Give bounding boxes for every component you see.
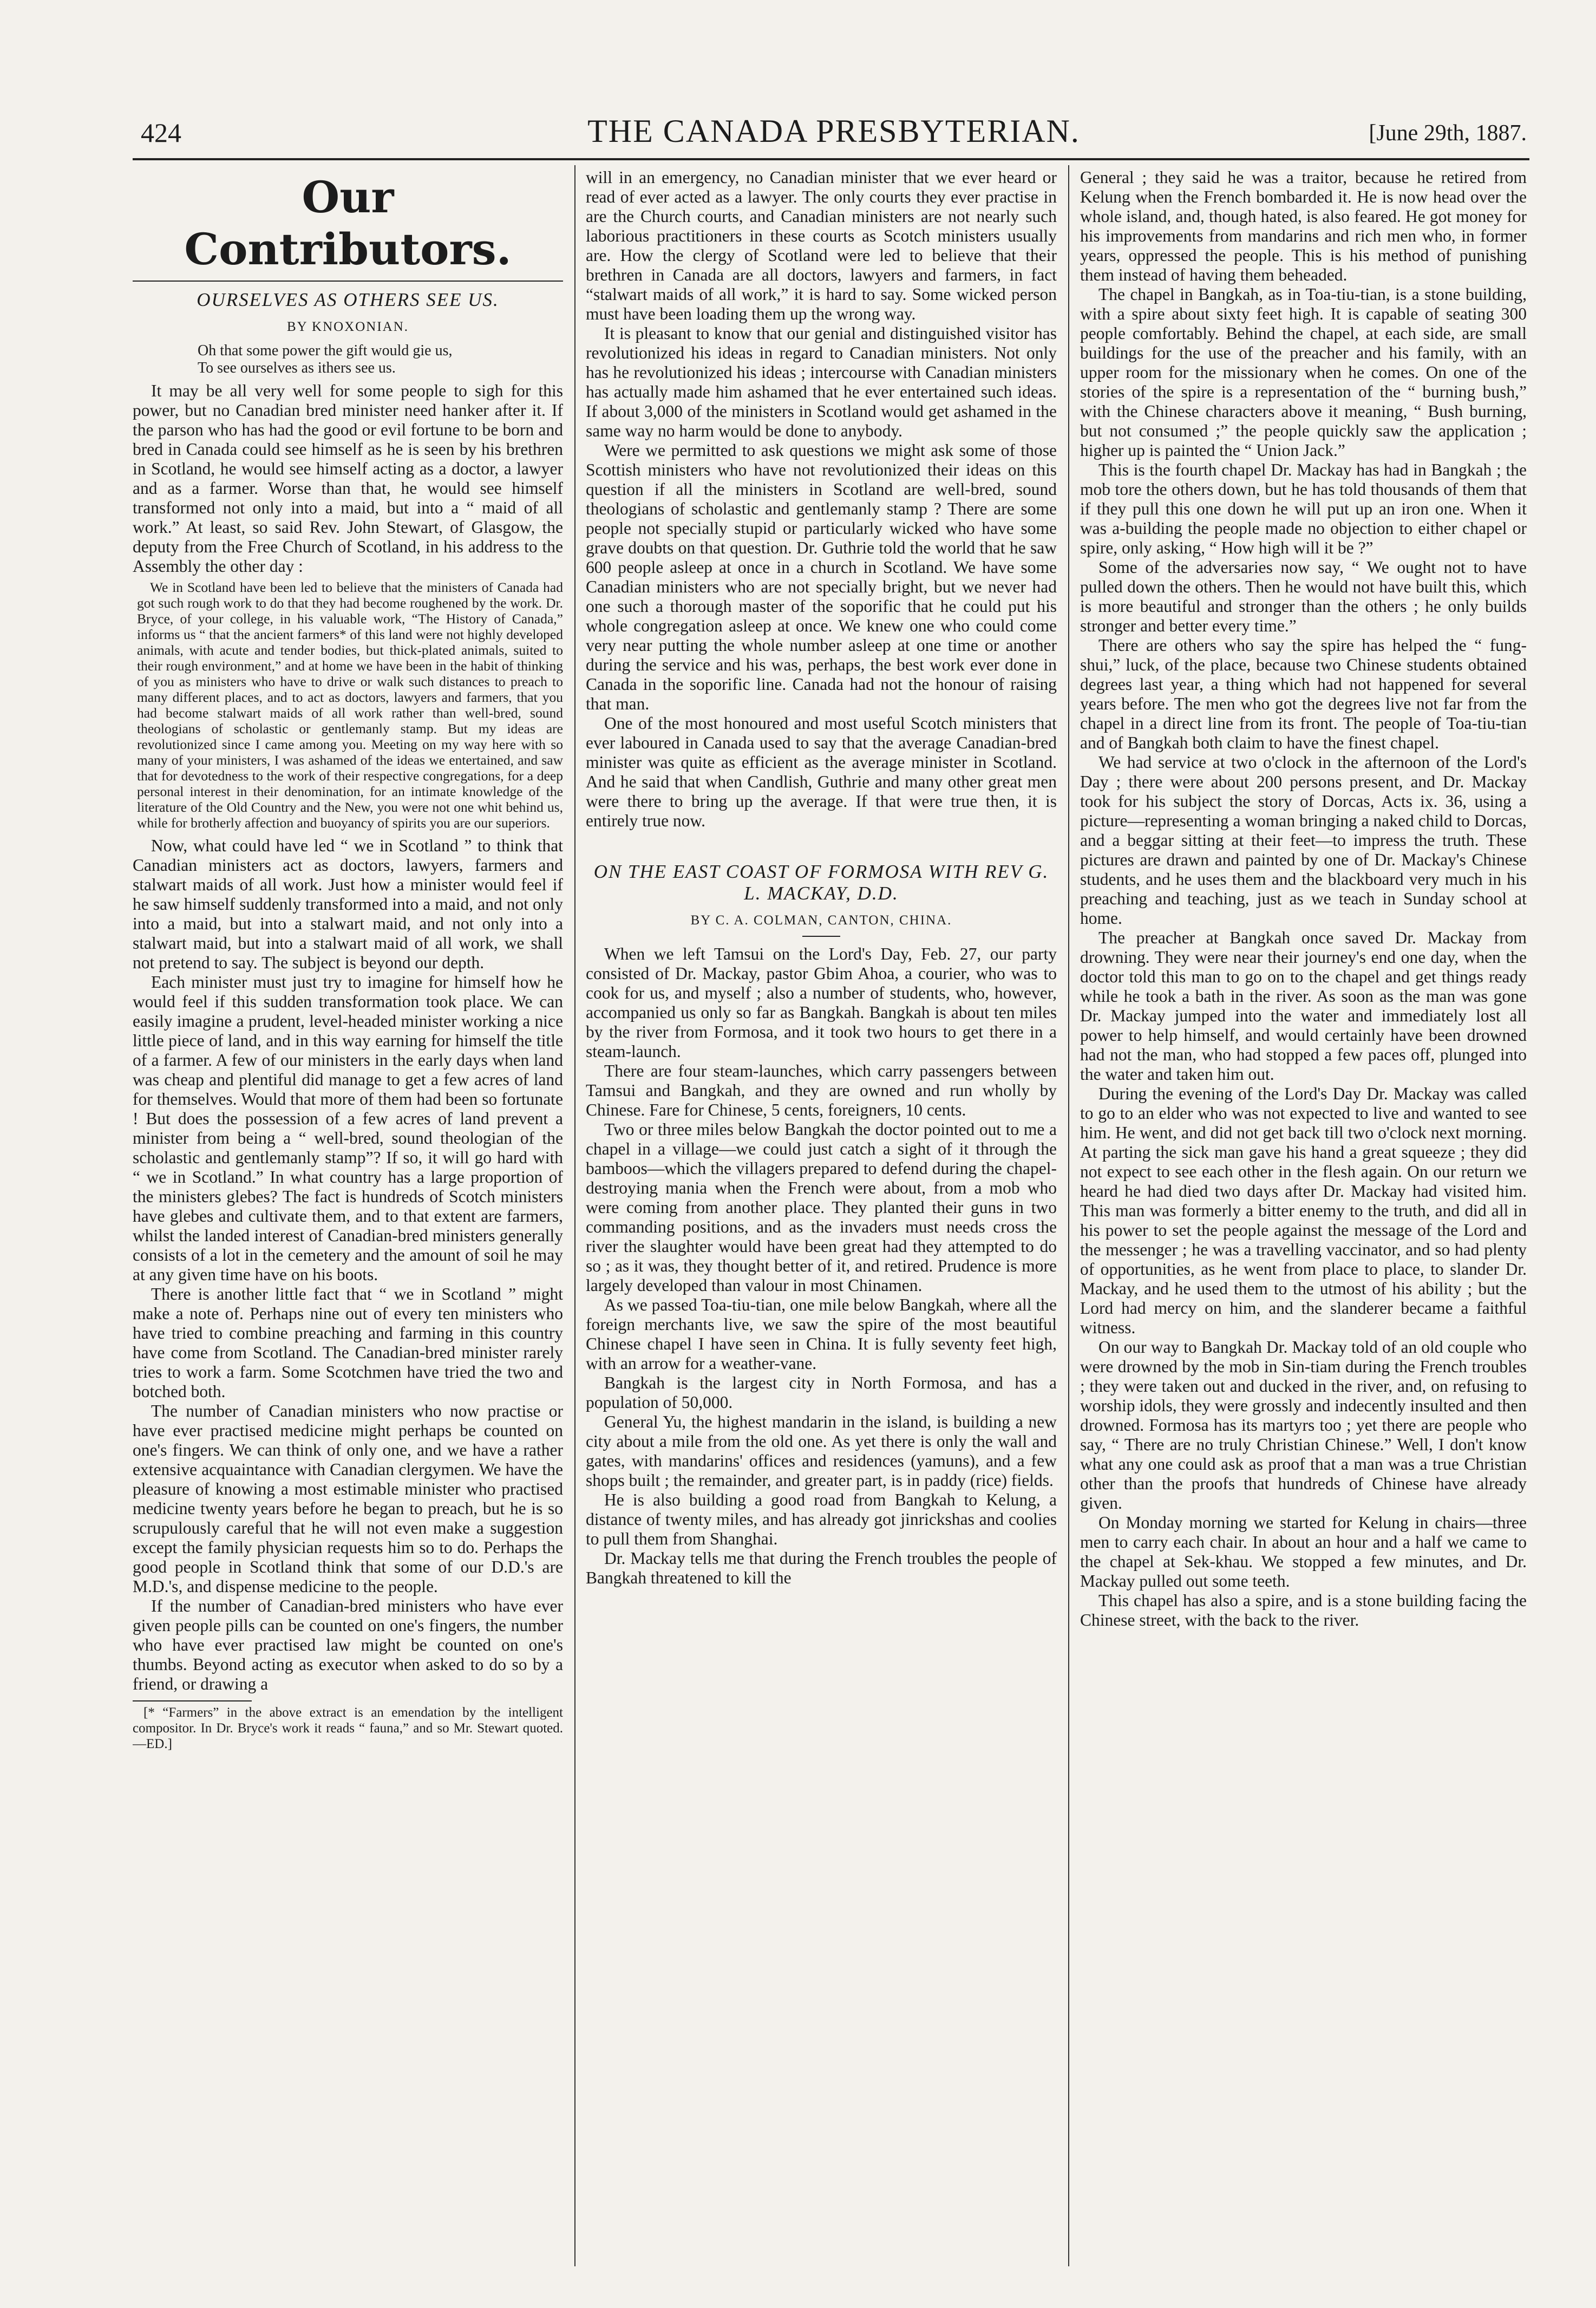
footnote	[133, 1705, 563, 1752]
issue-date: [June 29th, 1887.	[1369, 121, 1527, 146]
paragraph: It may be all very well for some people to sigh for this power, but no Canadian bred minister need hanker after it. If the parson who has had the good or evil fortune to be born and bred in Canada could see himself as he is seen by his brethren in Scotland, he would see himself acting as a doctor, a lawyer and as a farmer. Worse than that, he would see himself transformed not only into a maid, but into a “ maid of all work.” At least, so said Rev. John Stewart, of Glasgow, the deputy from the Free Church of Scotland, in his address to the Assembly the other day :	[133, 381, 563, 576]
paragraph: On our way to Bangkah Dr. Mackay told of an old couple who were drowned by the mob in Sin-tiam during the French troubles ; they were taken out and ducked in the river, and, on refusing to worship idols, they were grossly and indecently insulted and then drowned. Formosa has its martyrs too ; yet there are people who say, “ There are no truly Christian Chinese.” Well, I don't know what any one could ask as proof that a man was a true Christian other than the proofs that hundreds of Chinese have already given.	[1080, 1338, 1527, 1512]
paragraph: On Monday morning we started for Kelung in chairs—three men to carry each chair. In about an hour and a half we came to the chapel at Sek-khau. We stopped a few minutes, and Dr. Mackay pulled out some teeth.	[1080, 1513, 1527, 1590]
paragraph: Some of the adversaries now say, “ We ought not to have pulled down the others. Then he would not have built this, which is more beautiful and stronger than the others ; he only builds stronger and better every time.”	[1080, 558, 1527, 635]
paragraph: Dr. Mackay tells me that during the French troubles the people of Bangkah threatened to kill the	[586, 1549, 1057, 1587]
paragraph: General ; they said he was a traitor, because he retired from Kelung when the French bombarded it. He is now head over the whole island, and, though hated, is also feared. He got money for his improvements from mandarins and rich men who, in former years, oppressed the people. This is his method of punishing them instead of having them beheaded.	[1080, 168, 1527, 284]
paragraph: Now, what could have led “ we in Scotland ” to think that Canadian ministers act as doctors, lawyers, farmers and stalwart maids of all work. Just how a minister would feel if he saw himself suddenly transformed into a maid, and not only into a maid, but into a stalwart maid, and not only into a stalwart maid, but into a stalwart maid of all work, we shall not pretend to say. The subject is beyond our depth.	[133, 836, 563, 972]
paragraph: When we left Tamsui on the Lord's Day, Feb. 27, our party consisted of Dr. Mackay, pastor Gbim Ahoa, a courier, who was to cook for us, and myself ; also a number of students, who, however, accompanied us only so far as Bangkah. Bangkah is about ten miles by the river from Formosa, and it took two hours to get there in a steam-launch.	[586, 944, 1057, 1061]
article-byline: BY C. A. COLMAN, CANTON, CHINA.	[690, 913, 952, 928]
paragraph: Were we permitted to ask questions we might ask some of those Scottish ministers who have not revolutionized their ideas on this question if all the ministers in Scotland are well-bred, sound theologians of scholastic and gentlemanly stamp ? There are some people not specially stupid or particularly wicked who have some grave doubts on that question. Dr. Guthrie told the world that he saw 600 people asleep at once in a church in Scotland. We have some Canadian ministers who are not specially bright, but we never had one such a thorough master of the soporific that he could put his whole congregation asleep at once. We knew one who could come very near putting the whole number asleep at one time or another during the service and his was, perhaps, the best work ever done in Canada in the soporific line. Canada had not the honour of raising that man.	[586, 441, 1057, 713]
paragraph: The chapel in Bangkah, as in Toa-tiu-tian, is a stone building, with a spire about sixty feet high. It is capable of seating 300 people comfortably. Behind the chapel, at each side, are small buildings for the use of the preacher and his family, with an upper room for the missionary when he comes. On one of the stories of the spire is a representation of the “ burning bush,” with the Chinese characters above it meaning, “ Bush burning, but not consumed ;” the people quickly saw the application ; higher up is painted the “ Union Jack.”	[1080, 285, 1527, 460]
column-3	[1080, 168, 1527, 2269]
byline-rule	[802, 936, 840, 937]
column-2	[586, 168, 1057, 2269]
paragraph: There are others who say the spire has helped the “ fung-shui,” luck, of the place, because two Chinese students obtained degrees last year, a thing which had not happened for several years before. The men who got the degrees live not far from the chapel in a direct line from its front. The people of Toa-tiu-tian and of Bangkah both claim to have the finest chapel.	[1080, 636, 1527, 752]
paragraph: The preacher at Bangkah once saved Dr. Mackay from drowning. They were near their journey's end one day, when the doctor told this man to go on to the chapel and get things ready while he took a bath in the river. As soon as the man was gone Dr. Mackay jumped into the water and immediately lost all power to help himself, and would certainly have been drowned had not the man, who had stopped a few paces off, plunged into the water and taken him out.	[1080, 928, 1527, 1084]
footnote-rule	[133, 1700, 252, 1701]
header-rule	[133, 158, 1529, 160]
paragraph: We had service at two o'clock in the afternoon of the Lord's Day ; there were about 200 persons present, and Dr. Mackay took for his subject the story of Dorcas, Acts ix. 36, using a picture—representing a woman bringing a naked child to Dorcas, and a beggar sitting at their feet—to impress the truth. These pictures are drawn and painted by one of Dr. Mackay's Chinese students, and he uses them and the blackboard very much in his preaching and teaching, just as we teach in Sunday school at home.	[1080, 753, 1527, 928]
page-header	[141, 113, 1527, 156]
article-break	[586, 831, 1057, 858]
paragraph: It is pleasant to know that our genial and distinguished visitor has revolutionized his ideas in regard to Canadian ministers. Not only has he revolutionized his ideas ; intercourse with Canadian ministers has actually made him ashamed that he ever entertained such ideas. If about 3,000 of the ministers in Scotland would get ashamed in the same way no harm would be done to anybody.	[586, 324, 1057, 440]
section-rule	[133, 281, 563, 282]
paragraph: He is also building a good road from Bangkah to Kelung, a distance of twenty miles, and has already got jinrickshas and coolies to pull them from Shanghai.	[586, 1490, 1057, 1548]
paragraph: Each minister must just try to imagine for himself how he would feel if this sudden transformation took place. We can easily imagine a prudent, level-headed minister working a nice little piece of land, and in this way earning for himself the title of a farmer. A few of our ministers in the early days when land was cheap and plentiful did manage to get a few acres of land for themselves. Would that more of them had been so fortunate ! But does the possession of a few acres of land prevent a minister from being a “ well-bred, sound theologian of the scholastic and gentlemanly stamp”? If so, it will go hard with “ we in Scotland.” In what country has a large proportion of the ministers glebes? The fact is hundreds of Scotch ministers have glebes and cultivate them, and to that extent are farmers, whilst the landed interest of Canadian-bred ministers generally consists of a lot in the cemetery and the amount of soil he may at any given time have on his boots.	[133, 973, 563, 1284]
paragraph: The number of Canadian ministers who now practise or have ever practised medicine might perhaps be counted on one's fingers. We can think of only one, and we have a rather extensive acquaintance with Canadian clergymen. We have the pleasure of knowing a most estimable minister who practised medicine twenty years before he began to preach, but he is so scrupulously careful that he will not even make a suggestion except the family physician requests him so to do. Perhaps the good people in Scotland think that some of our D.D.'s are M.D.'s, and dispense medicine to the people.	[133, 1401, 563, 1596]
page-number: 424	[141, 118, 181, 148]
paragraph: This is the fourth chapel Dr. Mackay has had in Bangkah ; the mob tore the others down, but he has told thousands of them that if they pull this one down he will put up an iron one. When it was a-building the people made no objection to either chapel or spire, only asking, “ How high will it be ?”	[1080, 460, 1527, 557]
paragraph: During the evening of the Lord's Day Dr. Mackay was called to go to an elder who was not expected to live and wanted to see him. He went, and did not get back till two o'clock next morning. At parting the sick man gave his hand a great squeeze ; they did not expect to see each other in the flesh again. On our return we heard he had died two days after Dr. Mackay had visited him. This man was formerly a bitter enemy to the truth, and did all in his power to set the people against the message of the Lord and the messenger ; he was a travelling vaccinator, and so had plenty of opportunities, as he went from place to place, to slander Dr. Mackay, and he used them to the utmost of his ability ; but the Lord had mercy on him, and the slanderer became a faithful witness.	[1080, 1084, 1527, 1337]
block-quote	[137, 579, 563, 831]
section-heading: Our Contributors.	[184, 172, 512, 275]
quote-text: We in Scotland have been led to believe that the ministers of Canada had got such rough work to do that they had become roughened by the work. Dr. Bryce, of your college, in his valuable work, “The History of Canada,” informs us “ that the ancient farmers* of this land were not highly developed animals, with acute and tender bodies, but thick-plated animals, suited to their rough environment,” and at home we have been in the habit of thinking of you as ministers who have to drive or walk such distances to preach to many different places, and to act as doctors, lawyers and farmers, that you had become stalwart maids of all work rather than well-bred, sound theologians of scholastic or gentlemanly stamp. But my ideas are revolutionized since I came among you. Meeting on my way here with so many of your ministers, I was ashamed of the ideas we entertained, and saw that for devotedness to the work of their respective congregations, for a deep personal interest in their denomination, for an intimate knowledge of the literature of the Old Country and the New, you were not one whit behind us, while for brotherly affection and buoyancy of spirits you are our superiors.	[137, 579, 563, 831]
paragraph: This chapel has also a spire, and is a stone building facing the Chinese street, with the back to the river.	[1080, 1591, 1527, 1629]
paragraph: will in an emergency, no Canadian minister that we ever heard or read of ever acted as a lawyer. The only courts they ever practise in are the Church courts, and Canadian ministers are not nearly such laborious practitioners in these courts as Scotch ministers usually are. How the clergy of Scotland were led to believe that their brethren in Canada are all doctors, lawyers and farmers, in fact “stalwart maids of all work,” it is hard to say. Some wicked person must have been loading them up the wrong way.	[586, 168, 1057, 323]
paragraph: One of the most honoured and most useful Scotch ministers that ever laboured in Canada used to say that the average Canadian-bred minister was quite as efficient as the average minister in Scotland. And he said that when Candlish, Guthrie and many other great men were there to bring up the average. If that were true then, it is entirely true now.	[586, 714, 1057, 830]
article-title: OURSELVES AS OTHERS SEE US.	[197, 289, 499, 310]
footnote-text: [* “Farmers” in the above extract is an emendation by the intelligent compositor. In Dr. Bryce's work it reads “ fauna,” and so Mr. Stewart quoted.—ED.]	[133, 1705, 563, 1751]
epigraph-verse	[198, 342, 563, 377]
masthead: THE CANADA PRESBYTERIAN.	[587, 113, 1080, 149]
article-byline: BY KNOXONIAN.	[286, 320, 409, 334]
verse-line: Oh that some power the gift would gie us,	[198, 342, 453, 359]
column-divider	[1068, 165, 1069, 2266]
paragraph: If the number of Canadian-bred ministers who have ever given people pills can be counted on one's fingers, the number who have ever practised law might be counted on one's thumbs. Beyond acting as executor when asked to do so by a friend, or drawing a	[133, 1596, 563, 1693]
paragraph: General Yu, the highest mandarin in the island, is building a new city about a mile from the old one. As yet there is only the wall and gates, with mandarins' offices and residences (yamuns), and a few shops built ; the remainder, and greater part, is in paddy (rice) fields.	[586, 1412, 1057, 1490]
column-1	[133, 168, 563, 2269]
paragraph: Bangkah is the largest city in North Formosa, and has a population of 50,000.	[586, 1373, 1057, 1412]
paragraph: There are four steam-launches, which carry passengers between Tamsui and Bangkah, and they are owned and run wholly by Chinese. Fare for Chinese, 5 cents, foreigners, 10 cents.	[586, 1061, 1057, 1119]
paragraph: Two or three miles below Bangkah the doctor pointed out to me a chapel in a village—we could just catch a sight of it through the bamboos—which the villagers prepared to defend during the chapel-destroying mania when the French were about, from a mob who were coming from another place. They planted their guns in two commanding positions, and as the invaders must needs cross the river the slaughter would have been great had they attempted to do so ; as it was, they thought better of it, and retired. Prudence is more largely developed than valour in most Chinamen.	[586, 1120, 1057, 1295]
column-divider	[574, 165, 575, 2266]
verse-line: To see ourselves as ithers see us.	[198, 360, 396, 376]
paragraph: As we passed Toa-tiu-tian, one mile below Bangkah, where all the foreign merchants live, we saw the spire of the most beautiful Chinese chapel I have seen in China. It is fully seventy feet high, with an arrow for a weather-vane.	[586, 1295, 1057, 1373]
article-title: ON THE EAST COAST OF FORMOSA WITH REV G. L. MACKAY, D.D.	[593, 861, 1049, 904]
paragraph: There is another little fact that “ we in Scotland ” might make a note of. Perhaps nine out of every ten ministers who have tried to combine preaching and farming in this country have come from Scotland. The Canadian-bred minister rarely tries to work a farm. Some Scotchmen have tried the two and botched both.	[133, 1285, 563, 1401]
